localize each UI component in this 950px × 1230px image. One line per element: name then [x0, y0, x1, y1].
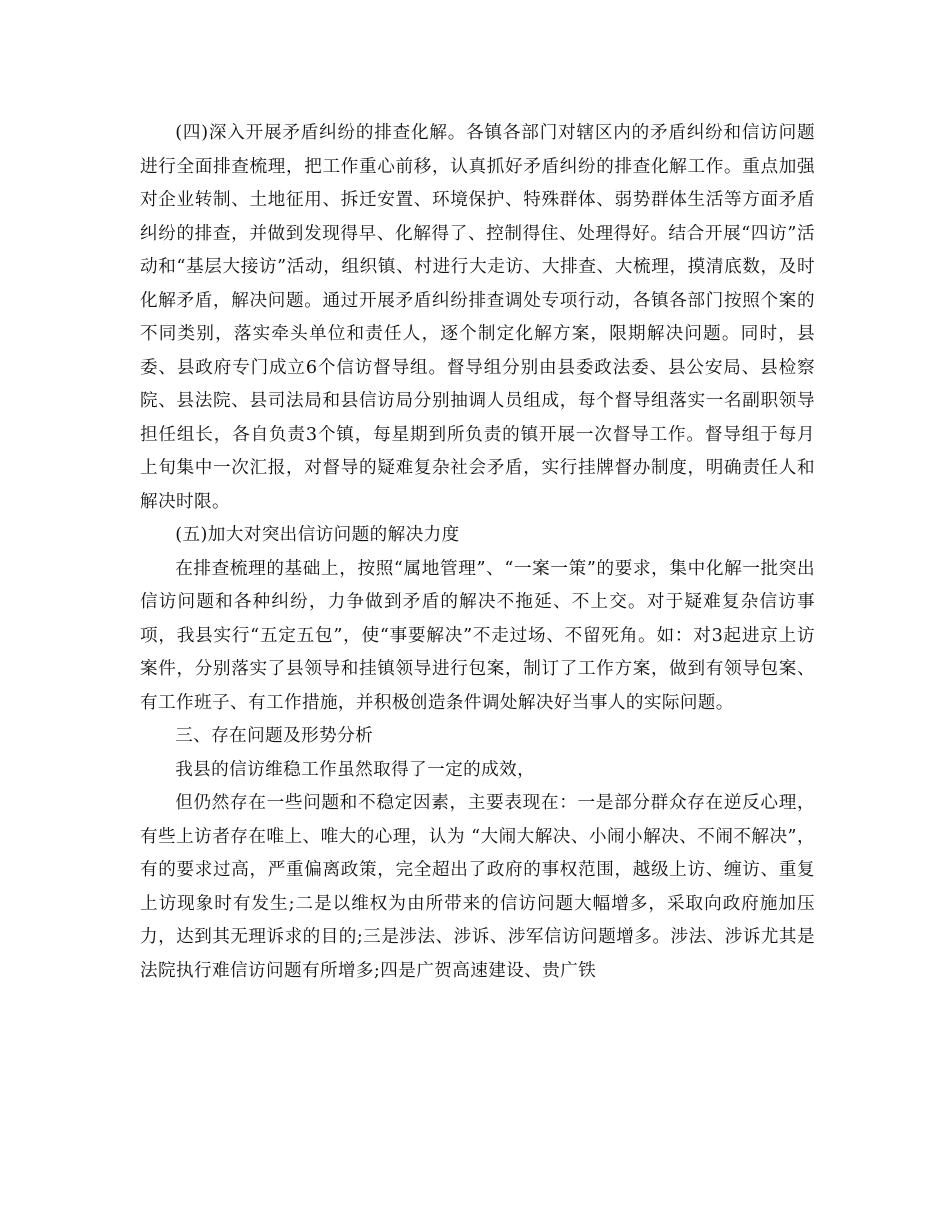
paragraph-section-five-heading: (五)加大对突出信访问题的解决力度 [175, 525, 460, 545]
paragraph-problems: 但仍然存在一些问题和不稳定因素，主要表现在：一是部分群众存在逆反心理，有些上访者存在唯上、唯大的心理，认为 “大闹大解决、小闹小解决、不闹不解决”，有的要求过高，严重偏离政策，完全超出了政府的事权范围，越级上访、缠访、重复上访现象时有发生;二是以维权为由所带来的信访问题大幅增多，采取向政府施加压力，达到其无理诉求的目的;三是涉法、涉诉、涉军信访问题增多。涉法、涉诉尤其是法院执行难信访问题有所增多;四是广贺高速建设、贵广铁 [140, 793, 815, 981]
paragraph-section-four: (四)深入开展矛盾纠纷的排查化解。各镇各部门对辖区内的矛盾纠纷和信访问题进行全面排查梳理，把工作重心前移，认真抓好矛盾纠纷的排查化解工作。重点加强对企业转制、土地征用、拆迁安置、环境保护、特殊群体、弱势群体生活等方面矛盾纠纷的排查，并做到发现得早、化解得了、控制得住、处理得好。结合开展“四访”活动和“基层大接访”活动，组织镇、村进行大走访、大排查、大梳理，摸清底数，及时化解矛盾，解决问题。通过开展矛盾纠纷排查调处专项行动，各镇各部门按照个案的不同类别，落实牵头单位和责任人，逐个制定化解方案，限期解决问题。同时，县委、县政府专门成立6个信访督导组。督导组分别由县委政法委、县公安局、县检察院、县法院、县司法局和县信访局分别抽调人员组成，每个督导组落实一名副职领导担任组长，各自负责3个镇，每星期到所负责的镇开展一次督导工作。督导组于每月上旬集中一次汇报，对督导的疑难复杂社会矛盾，实行挂牌督办制度，明确责任人和解决时限。 [140, 123, 815, 512]
paragraph-section-five-body: 在排查梳理的基础上，按照“属地管理”、“一案一策”的要求，集中化解一批突出信访问题和各种纠纷，力争做到矛盾的解决不拖延、不上交。对于疑难复杂信访事项，我县实行“五定五包”，使“事要解决”不走过场、不留死角。如：对3起进京上访案件，分别落实了县领导和挂镇领导进行包案，制订了工作方案，做到有领导包案、有工作班子、有工作措施，并积极创造条件调处解决好当事人的实际问题。 [140, 558, 815, 713]
paragraph-achievement-intro: 我县的信访维稳工作虽然取得了一定的成效， [175, 759, 536, 780]
document-body [140, 117, 815, 988]
section-three-heading: 三、存在问题及形势分析 [175, 726, 374, 746]
